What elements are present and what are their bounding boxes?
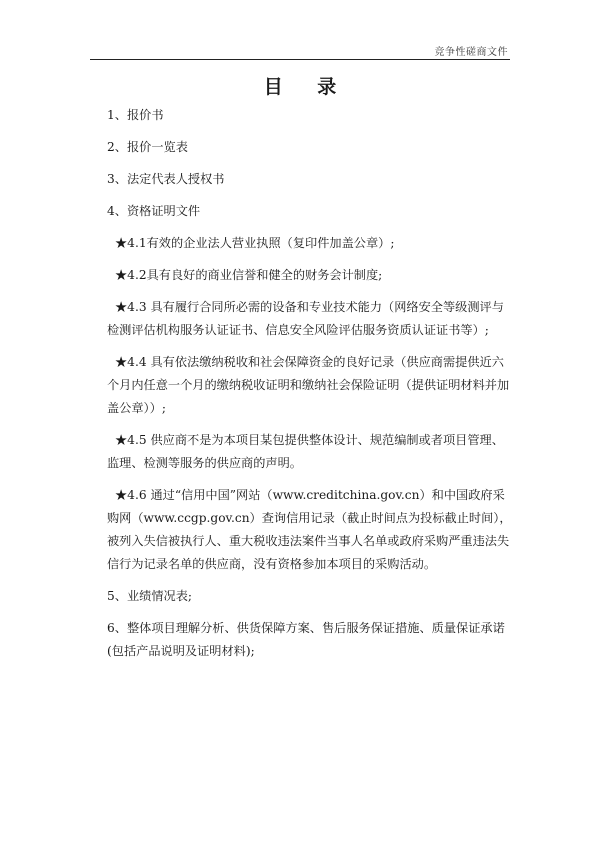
header-divider bbox=[90, 59, 510, 60]
table-of-contents bbox=[107, 104, 515, 672]
document-header-label: 竞争性磋商文件 bbox=[434, 47, 508, 58]
page-title: 目 录 bbox=[263, 76, 351, 98]
toc-subitem-4-6: ★4.6 通过“信用中国”网站（www.creditchina.gov.cn）和中国政府采购网（www.ccgp.gov.cn）查询信用记录（截止时间点为投标截止时间），被列入失信被执行人、重大税收违法案件当事人名单或政府采购严重违法失信行为记录名单的供应商，没有资格参加本项目的采购活动。 bbox=[107, 488, 512, 571]
toc-item-3: 3、法定代表人授权书 bbox=[107, 172, 225, 186]
toc-subitem-4-5: ★4.5 供应商不是为本项目某包提供整体设计、规范编制或者项目管理、监理、检测等服务的供应商的声明。 bbox=[107, 433, 504, 470]
toc-item-6: 6、整体项目理解分析、供货保障方案、售后服务保证措施、质量保证承诺(包括产品说明及证明材料); bbox=[107, 621, 505, 658]
toc-subitem-4-1: ★4.1有效的企业法人营业执照（复印件加盖公章）; bbox=[115, 236, 395, 250]
toc-subitem-4-3: ★4.3 具有履行合同所必需的设备和专业技术能力（网络安全等级测评与检测评估机构服务认证证书、信息安全风险评估服务资质认证证书等）; bbox=[107, 300, 504, 337]
toc-item-1: 1、报价书 bbox=[107, 108, 164, 122]
toc-subitem-4-2: ★4.2具有良好的商业信誉和健全的财务会计制度; bbox=[115, 268, 383, 282]
toc-item-5: 5、业绩情况表; bbox=[107, 589, 192, 603]
toc-item-4: 4、资格证明文件 bbox=[107, 204, 201, 218]
toc-item-2: 2、报价一览表 bbox=[107, 140, 188, 154]
toc-subitem-4-4: ★4.4 具有依法缴纳税收和社会保障资金的良好记录（供应商需提供近六个月内任意一个月的缴纳税收证明和缴纳社会保险证明（提供证明材料并加盖公章））; bbox=[107, 355, 510, 415]
